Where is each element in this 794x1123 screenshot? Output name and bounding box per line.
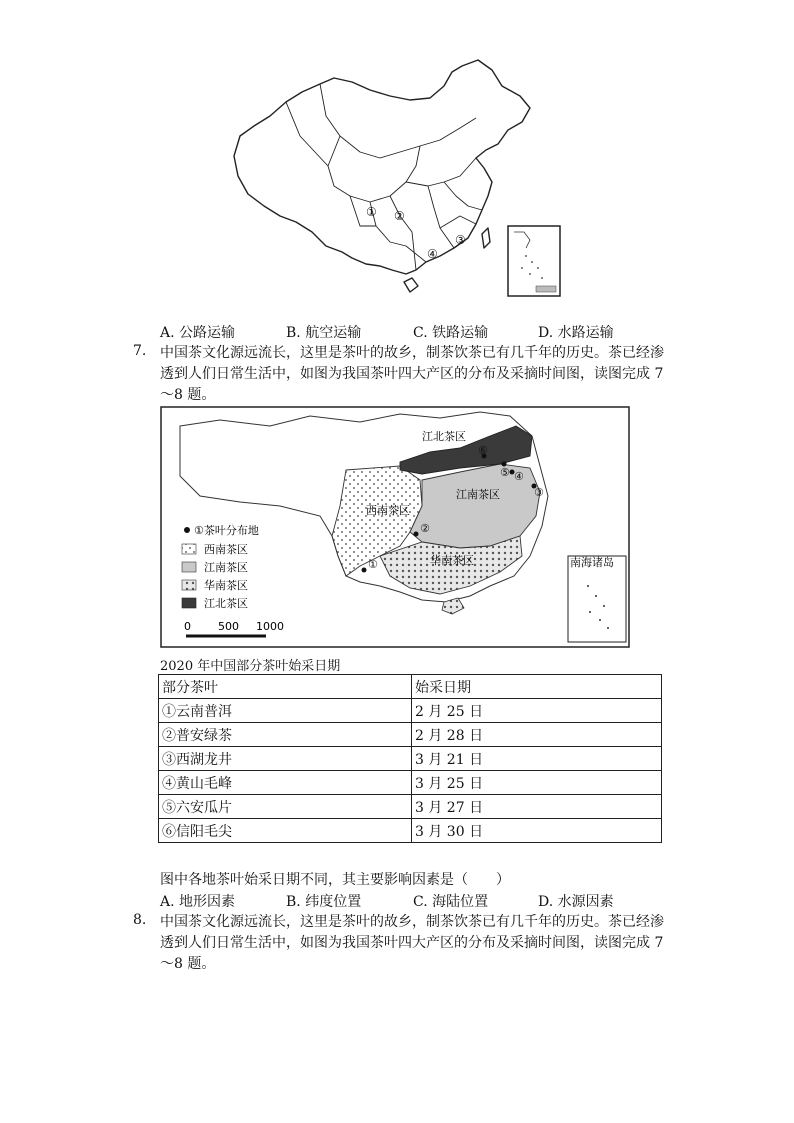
- label-huanan: 华南茶区: [430, 554, 474, 567]
- q7-option-c[interactable]: C. 海陆位置: [413, 894, 489, 910]
- q7-number: 7.: [133, 343, 147, 359]
- table-header-row: 部分茶叶 始采日期: [159, 675, 662, 699]
- q7-question: 图中各地茶叶始采日期不同，其主要影响因素是（ ）: [160, 872, 510, 888]
- table-row: ②普安绿茶 2 月 28 日: [159, 723, 662, 747]
- map1-point-2: ②: [394, 209, 405, 223]
- tea-date-table: [158, 674, 662, 843]
- label-xinan: 西南茶区: [366, 504, 410, 517]
- q7-stem: 中国茶文化源远流长，这里是茶叶的故乡，制茶饮茶已有几千年的历史。茶已经渗透到人们日常生活中，如图为我国茶叶四大产区的分布及采摘时间图，读图完成 7～8 题。: [160, 345, 664, 403]
- south-sea-inset: [508, 226, 560, 296]
- china-outline: [234, 60, 530, 274]
- map1-point-1: ①: [366, 205, 377, 219]
- svg-text:0: 0: [184, 620, 191, 633]
- q8-stem: 中国茶文化源远流长，这里是茶叶的故乡，制茶饮茶已有几千年的历史。茶已经渗透到人们日常生活中，如图为我国茶叶四大产区的分布及采摘时间图，读图完成 7～8 题。: [160, 914, 664, 972]
- svg-text:500: 500: [218, 620, 239, 633]
- table-row: ③西湖龙井 3 月 21 日: [159, 747, 662, 771]
- label-jiangbei: 江北茶区: [422, 430, 466, 443]
- svg-text:江北茶区: 江北茶区: [204, 597, 248, 610]
- q8-number: 8.: [133, 912, 147, 928]
- table-row: ④黄山毛峰 3 月 25 日: [159, 771, 662, 795]
- inset-label: 南海诸岛: [570, 556, 614, 569]
- tea-point-5: ⑤: [500, 466, 510, 479]
- table-row: ⑥信阳毛尖 3 月 30 日: [159, 819, 662, 843]
- q6-option-c[interactable]: C. 铁路运输: [413, 325, 489, 341]
- svg-text:1000: 1000: [256, 620, 284, 633]
- china-map-figure: [230, 56, 566, 302]
- svg-text:江南茶区: 江南茶区: [204, 561, 248, 574]
- q6-option-d[interactable]: D. 水路运输: [538, 325, 614, 341]
- table-caption: 2020 年中国部分茶叶始采日期: [160, 659, 341, 674]
- svg-text:华南茶区: 华南茶区: [204, 579, 248, 592]
- svg-text:西南茶区: 西南茶区: [204, 543, 248, 556]
- table-row: ⑤六安瓜片 3 月 27 日: [159, 795, 662, 819]
- table-row: ①云南普洱 2 月 25 日: [159, 699, 662, 723]
- tea-region-map: [160, 406, 630, 648]
- q7-option-b[interactable]: B. 纬度位置: [286, 894, 362, 910]
- tea-point-4: ④: [514, 470, 524, 483]
- map1-point-4: ④: [427, 247, 438, 261]
- label-jiangnan: 江南茶区: [456, 488, 500, 501]
- tea-point-3: ③: [534, 486, 544, 499]
- map1-point-3: ③: [455, 233, 466, 247]
- q7-option-a[interactable]: A. 地形因素: [160, 894, 236, 910]
- q6-option-b[interactable]: B. 航空运输: [286, 325, 362, 341]
- tea-point-6: ⑥: [478, 444, 488, 457]
- svg-text:①茶叶分布地: ①茶叶分布地: [194, 524, 259, 537]
- q6-option-a[interactable]: A. 公路运输: [160, 325, 236, 341]
- q7-option-d[interactable]: D. 水源因素: [538, 894, 614, 910]
- tea-point-1: ①: [368, 558, 378, 571]
- tea-point-2: ②: [420, 522, 430, 535]
